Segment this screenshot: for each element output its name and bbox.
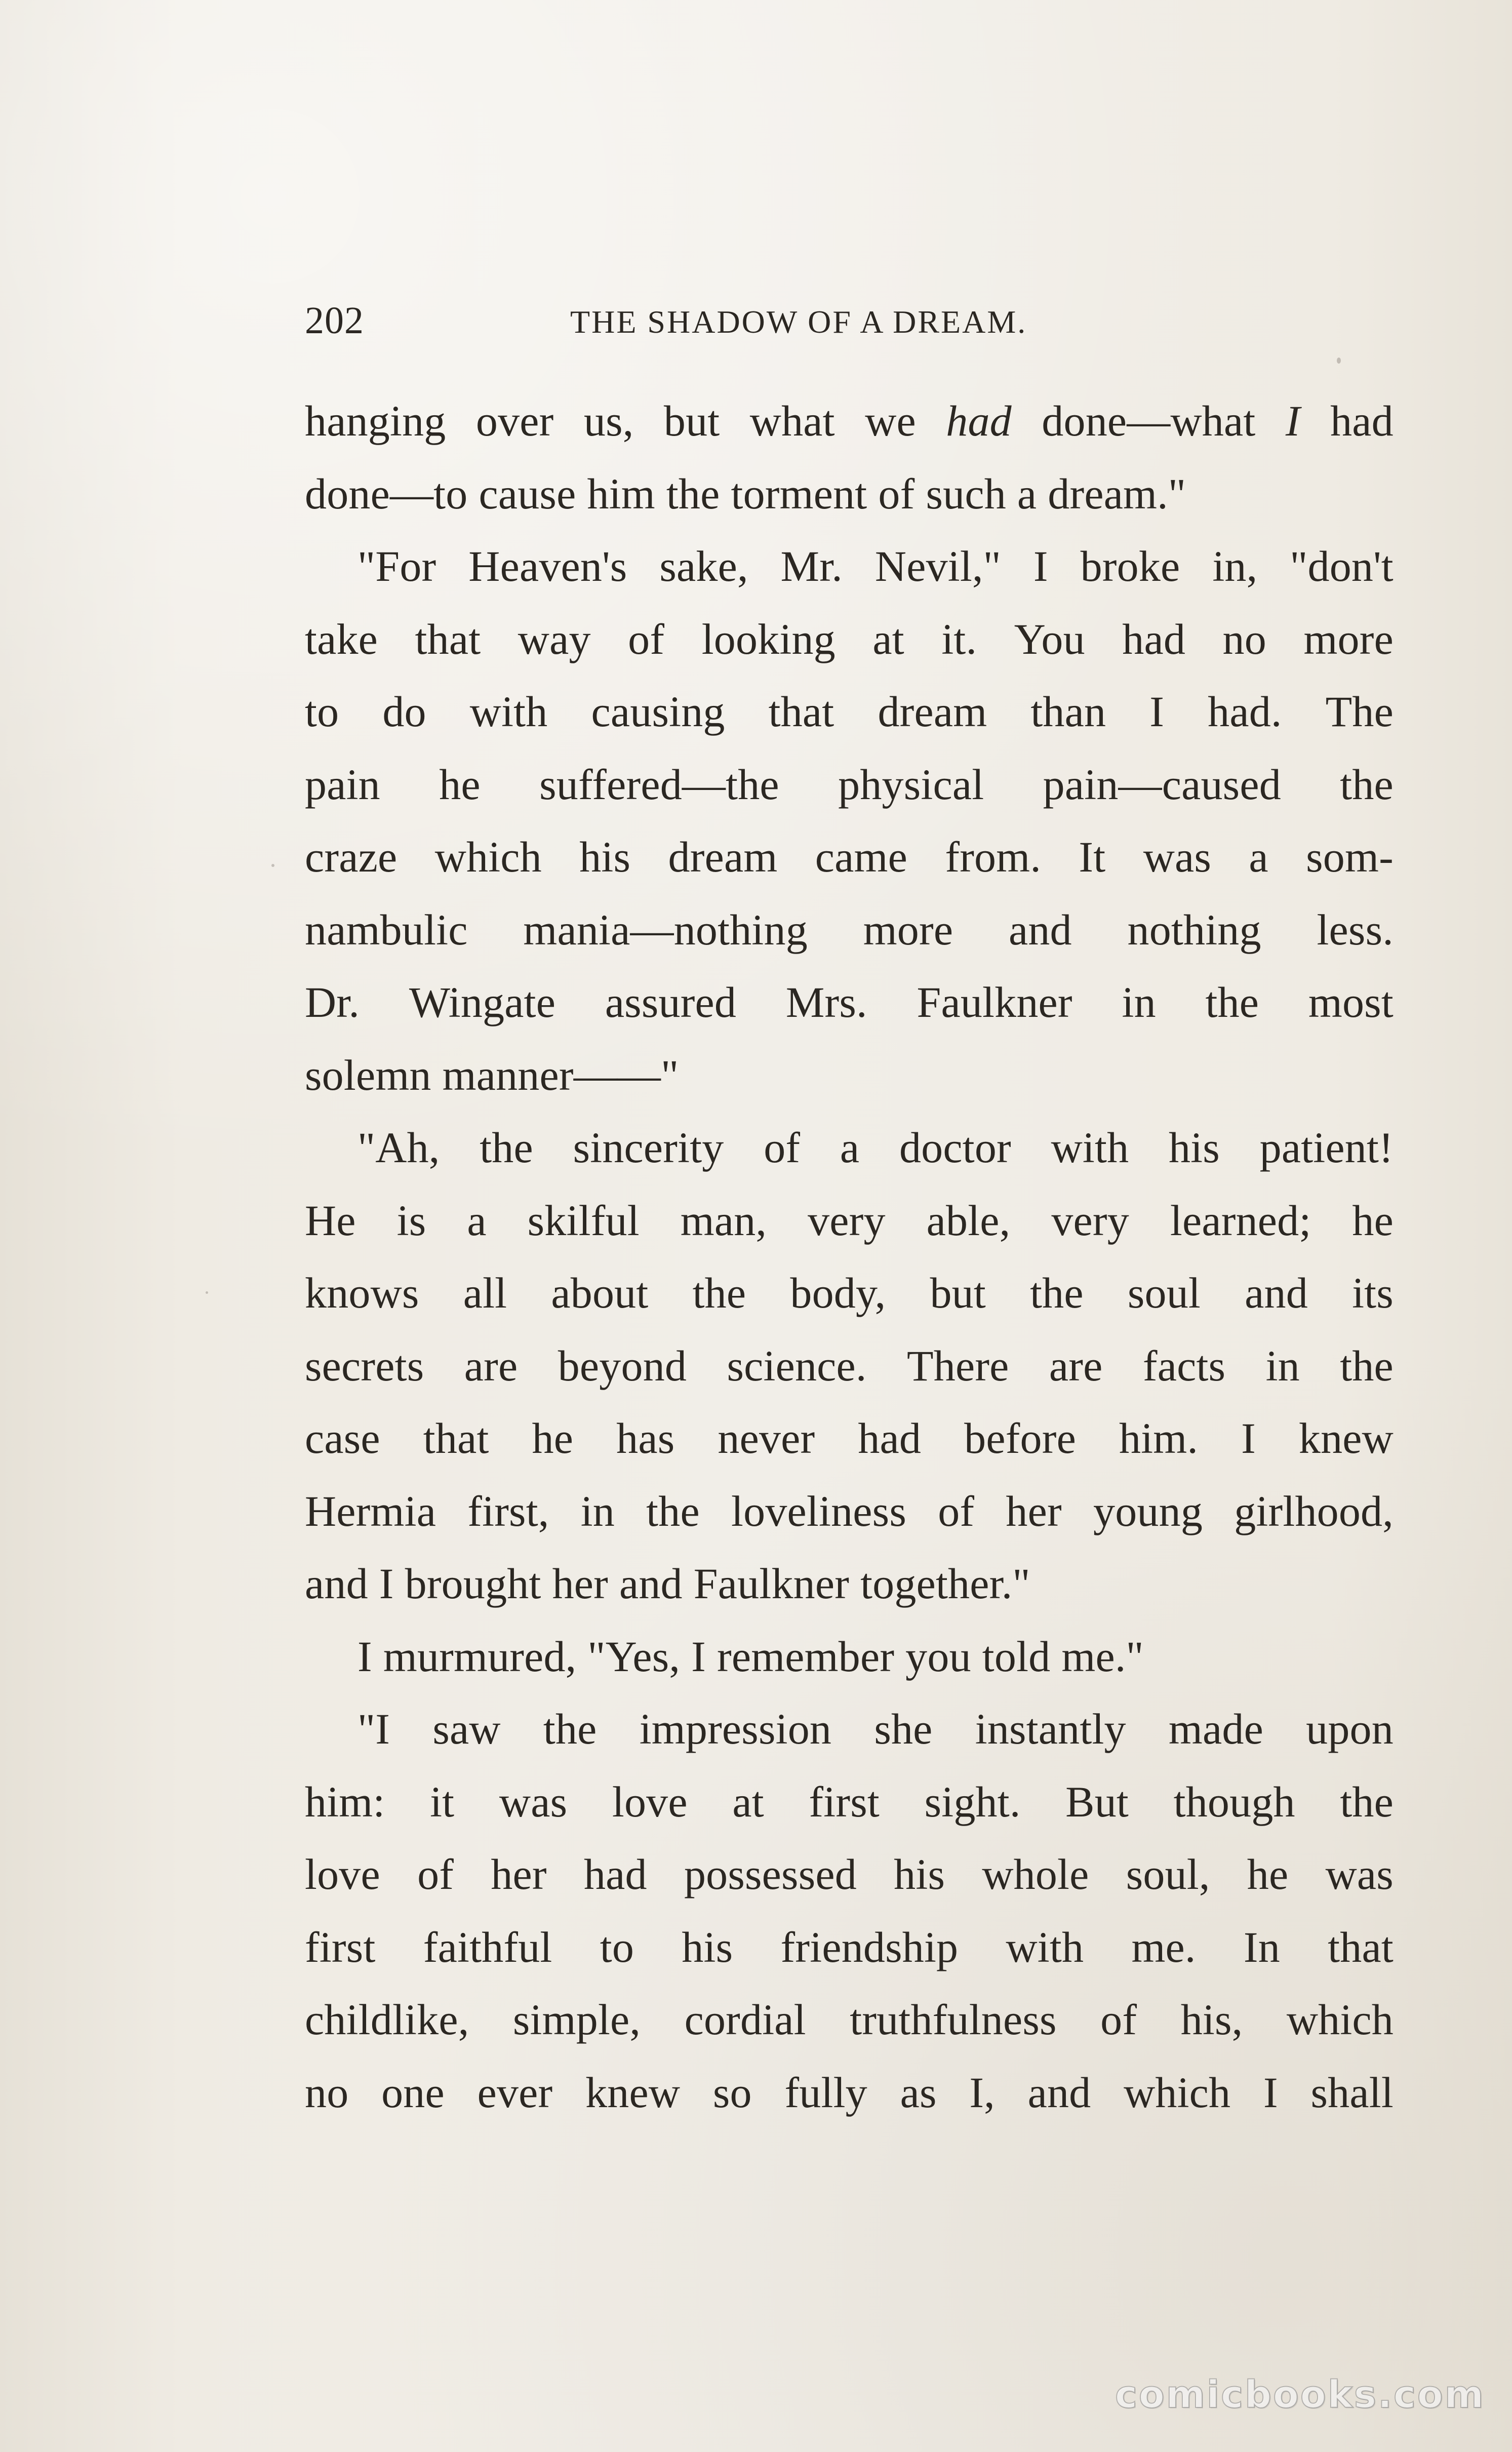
word: are [464, 1341, 518, 1390]
word: was [499, 1777, 568, 1826]
text-line [305, 1257, 1394, 1330]
word: is [396, 1196, 426, 1245]
word: his [1168, 1123, 1220, 1172]
word: he [1247, 1850, 1289, 1899]
text-line [305, 603, 1394, 676]
word: cordial [684, 1995, 806, 2044]
word: looking [701, 614, 835, 663]
word: able, [926, 1196, 1011, 1245]
word: made [1168, 1705, 1263, 1753]
watermark-logo: comicbooks.com [1115, 2373, 1485, 2417]
word: man, [680, 1196, 767, 1245]
text-line [305, 530, 1394, 603]
word: Mrs. [785, 978, 867, 1026]
word: over [475, 397, 554, 445]
word: sight. [924, 1777, 1021, 1826]
word: the [1340, 760, 1394, 809]
word: very [808, 1196, 886, 1245]
word: I [1285, 397, 1300, 445]
word: he [439, 760, 481, 809]
word: knew [585, 2068, 681, 2117]
word: he [1352, 1196, 1394, 1245]
word: which [1286, 1995, 1394, 2044]
word: "For [357, 542, 436, 590]
word: at [732, 1777, 764, 1826]
word: her [491, 1850, 547, 1899]
word: saw [432, 1705, 501, 1753]
word: a [1017, 469, 1037, 518]
word: more [1303, 614, 1394, 663]
word: it. [941, 614, 977, 663]
word: whole [982, 1850, 1089, 1899]
word: take [305, 614, 378, 663]
word: brought [405, 1559, 541, 1608]
word: we [865, 397, 916, 445]
word: suffered—the [539, 760, 779, 809]
word: faithful [423, 1922, 552, 1971]
text-line [305, 1184, 1394, 1257]
body-text [305, 385, 1394, 2129]
word: before [964, 1414, 1076, 1462]
word: though [1173, 1777, 1295, 1826]
word: and [1027, 2068, 1091, 2117]
word: Faulkner [693, 1559, 850, 1608]
word: dream [878, 687, 987, 736]
word: "Ah, [357, 1123, 440, 1172]
word: facts [1142, 1341, 1226, 1390]
word: very [1051, 1196, 1129, 1245]
word: craze [305, 833, 397, 881]
word: first, [467, 1486, 549, 1535]
word: the [1030, 1269, 1084, 1317]
word: of [938, 1486, 975, 1535]
word: I [1241, 1414, 1256, 1462]
word: had [946, 397, 1012, 445]
word: "Yes, [587, 1632, 681, 1681]
word: which [1124, 2068, 1231, 2117]
page-number: 202 [305, 299, 364, 342]
word: Nevil," [874, 542, 1001, 590]
word: You [1014, 614, 1085, 663]
word: assured [605, 978, 737, 1026]
word: one [381, 2068, 445, 2117]
text-line [305, 1984, 1394, 2056]
word: first [305, 1922, 376, 1971]
word: of [764, 1123, 801, 1172]
word: hanging [305, 397, 446, 445]
word: he [532, 1414, 574, 1462]
word: her [552, 1559, 608, 1608]
word: and [1245, 1269, 1308, 1317]
word: at [872, 614, 904, 663]
word: truthfulness [850, 1995, 1057, 2044]
word: There [907, 1341, 1009, 1390]
text-line [305, 1475, 1394, 1548]
text-line [305, 458, 1394, 531]
word: The [1325, 687, 1394, 736]
word: about [551, 1269, 649, 1317]
word: with [1006, 1922, 1084, 1971]
paper-speck [1337, 358, 1341, 364]
word: the [692, 1269, 746, 1317]
word: simple, [512, 1995, 641, 2044]
word: fully [784, 2068, 867, 2117]
word: was [1325, 1850, 1394, 1899]
word: love [612, 1777, 688, 1826]
word: first [809, 1777, 880, 1826]
word: told [982, 1632, 1051, 1681]
word: torment [731, 469, 867, 518]
word: nothing [1127, 905, 1261, 954]
word: that [1328, 1922, 1394, 1971]
word: skilful [527, 1196, 640, 1245]
word: than [1030, 687, 1106, 736]
word: you [905, 1632, 971, 1681]
word: him [587, 469, 655, 518]
word: pain [305, 760, 380, 809]
word: beyond [558, 1341, 687, 1390]
word: It [1079, 833, 1106, 881]
word: body, [790, 1269, 886, 1317]
word: mania—nothing [523, 905, 808, 954]
word: from. [945, 833, 1042, 881]
text-line [305, 1039, 1394, 1112]
word: knows [305, 1269, 419, 1317]
word: less. [1317, 905, 1394, 954]
text-line [305, 1548, 1394, 1620]
word: I [691, 1632, 706, 1681]
text-line [305, 1838, 1394, 1911]
word: in [580, 1486, 615, 1535]
word: as [900, 2068, 937, 2117]
word: the [1205, 978, 1259, 1026]
word: together." [860, 1559, 1030, 1608]
text-line [305, 748, 1394, 821]
word: me. [1131, 1922, 1196, 1971]
word: soul [1127, 1269, 1201, 1317]
word: done—to [305, 469, 468, 518]
word: But [1065, 1777, 1129, 1826]
word: upon [1306, 1705, 1394, 1753]
word: doctor [899, 1123, 1011, 1172]
word: Wingate [409, 978, 556, 1026]
word: him. [1119, 1414, 1199, 1462]
word: possessed [684, 1850, 857, 1899]
word: with [1051, 1123, 1129, 1172]
text-line [305, 2056, 1394, 2129]
word: to [600, 1922, 634, 1971]
word: a [467, 1196, 487, 1245]
word: the [646, 1486, 700, 1535]
word: of [417, 1850, 454, 1899]
word: of [628, 614, 665, 663]
word: broke [1080, 542, 1180, 590]
word: with [469, 687, 548, 736]
text-line [305, 1620, 1394, 1693]
word: him: [305, 1777, 385, 1826]
word: me." [1061, 1632, 1144, 1681]
word: sincerity [573, 1123, 724, 1172]
word: I [379, 1559, 394, 1608]
word: that [415, 614, 481, 663]
word: his, [1180, 1995, 1243, 2044]
word: remember [717, 1632, 895, 1681]
word: his [682, 1922, 733, 1971]
text-line [305, 385, 1394, 458]
word: cause [479, 469, 576, 518]
word: are [1049, 1341, 1103, 1390]
word: had [1330, 397, 1394, 445]
word: that [768, 687, 834, 736]
word: to [305, 687, 339, 736]
word: more [863, 905, 953, 954]
word: secrets [305, 1341, 424, 1390]
word: love [305, 1850, 380, 1899]
word: I [357, 1632, 372, 1681]
word: Heaven's [468, 542, 627, 590]
word: I [1263, 2068, 1278, 2117]
word: do [382, 687, 426, 736]
word: science. [727, 1341, 867, 1390]
word: what [749, 397, 835, 445]
word: case [305, 1414, 380, 1462]
word: her [1006, 1486, 1062, 1535]
word: and [619, 1559, 683, 1608]
text-line [305, 1911, 1394, 1984]
word: young [1093, 1486, 1203, 1535]
text-line [305, 894, 1394, 967]
word: causing [591, 687, 725, 736]
word: physical [838, 760, 984, 809]
word: no [305, 2068, 349, 2117]
word: ever [477, 2068, 553, 2117]
word: has [616, 1414, 675, 1462]
word: such [926, 469, 1006, 518]
running-header [305, 298, 1394, 343]
word: shall [1310, 2068, 1394, 2117]
word: that [423, 1414, 489, 1462]
word: us, [583, 397, 634, 445]
word: had [858, 1414, 922, 1462]
word: but [930, 1269, 986, 1317]
word: solemn [305, 1050, 431, 1099]
word: murmured, [383, 1632, 577, 1681]
word: of [1100, 1995, 1137, 2044]
word: and [305, 1559, 368, 1608]
word: sake, [659, 542, 748, 590]
text-line [305, 966, 1394, 1039]
word: of [878, 469, 915, 518]
word: I [1149, 687, 1165, 736]
word: Faulkner [917, 978, 1072, 1026]
word: no [1222, 614, 1266, 663]
word: a [1249, 833, 1268, 881]
word: his [894, 1850, 945, 1899]
word: manner——" [442, 1050, 679, 1099]
word: was [1143, 833, 1212, 881]
word: loveliness [731, 1486, 906, 1535]
word: never [718, 1414, 815, 1462]
word: the [666, 469, 720, 518]
word: dream [668, 833, 778, 881]
word: had [583, 1850, 647, 1899]
word: knew [1298, 1414, 1394, 1462]
word: nambulic [305, 905, 468, 954]
word: impression [639, 1705, 832, 1753]
word: a [840, 1123, 860, 1172]
word: it [430, 1777, 455, 1826]
word: Mr. [780, 542, 843, 590]
word: his [579, 833, 631, 881]
word: instantly [975, 1705, 1126, 1753]
text-line [305, 1330, 1394, 1403]
word: in [1265, 1341, 1300, 1390]
word: patient! [1259, 1123, 1394, 1172]
word: the [543, 1705, 597, 1753]
word: had [1122, 614, 1186, 663]
word: most [1308, 978, 1394, 1026]
word: came [815, 833, 907, 881]
word: soul, [1126, 1850, 1210, 1899]
text-line [305, 676, 1394, 748]
word: the [1340, 1341, 1394, 1390]
word: which [434, 833, 542, 881]
word: "don't [1290, 542, 1394, 590]
word: she [874, 1705, 933, 1753]
word: but [663, 397, 720, 445]
word: and [1008, 905, 1072, 954]
text-line [305, 1766, 1394, 1839]
paper-speck [271, 864, 274, 867]
word: so [712, 2068, 752, 2117]
running-head-title: THE SHADOW OF A DREAM. [570, 304, 1027, 340]
word: the [480, 1123, 533, 1172]
word: in, [1212, 542, 1258, 590]
text-line [305, 1112, 1394, 1184]
text-line [305, 1693, 1394, 1766]
word: In [1243, 1922, 1280, 1971]
word: had. [1208, 687, 1282, 736]
word: He [305, 1196, 356, 1245]
word: I [1033, 542, 1048, 590]
word: I, [969, 2068, 995, 2117]
word: learned; [1170, 1196, 1311, 1245]
word: pain—caused [1043, 760, 1281, 809]
word: in [1122, 978, 1156, 1026]
paper-speck [206, 1291, 208, 1294]
text-line [305, 1402, 1394, 1475]
word: dream." [1048, 469, 1186, 518]
text-line [305, 821, 1394, 894]
word: Dr. [305, 978, 360, 1026]
word: way [518, 614, 591, 663]
word: done—what [1042, 397, 1256, 445]
word: its [1352, 1269, 1394, 1317]
word: Hermia [305, 1486, 436, 1535]
word: som- [1306, 833, 1394, 881]
word: the [1340, 1777, 1394, 1826]
word: friendship [780, 1922, 959, 1971]
word: all [463, 1269, 507, 1317]
word: girlhood, [1234, 1486, 1394, 1535]
word: childlike, [305, 1995, 469, 2044]
word: "I [357, 1705, 390, 1753]
